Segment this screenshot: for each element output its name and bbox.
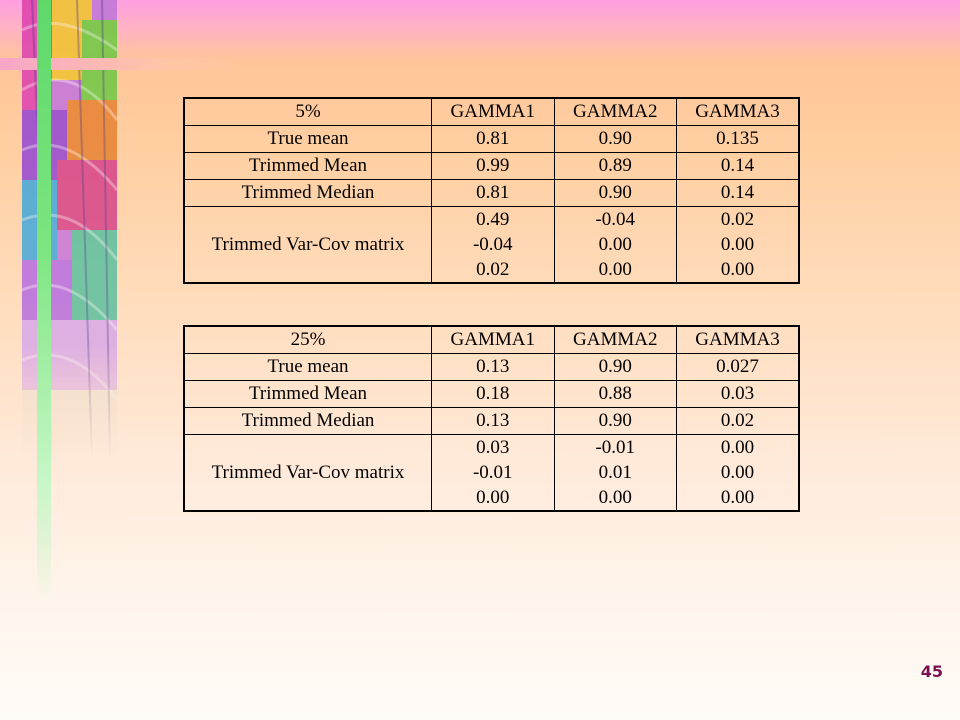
table-row: [184, 381, 799, 408]
matrix-value: -0.01: [472, 462, 513, 483]
matrix-row: [184, 207, 799, 284]
column-header: GAMMA3: [677, 326, 800, 354]
matrix-value: 0.01: [598, 462, 632, 483]
table-cell: 0.89: [554, 153, 677, 180]
table-cell: 0.90: [554, 354, 677, 381]
matrix-column: [432, 435, 555, 512]
matrix-value: 0.00: [720, 487, 755, 508]
matrix-column: [677, 435, 800, 512]
column-header: GAMMA1: [432, 326, 555, 354]
matrix-value: 0.00: [720, 259, 755, 280]
table-row: [184, 408, 799, 435]
column-header: GAMMA3: [677, 98, 800, 126]
column-header: GAMMA2: [554, 326, 677, 354]
table-cell: 0.14: [677, 180, 800, 207]
table-cell: 0.027: [677, 354, 800, 381]
column-header: GAMMA2: [554, 98, 677, 126]
table-cell: 0.14: [677, 153, 800, 180]
matrix-value: 0.00: [598, 487, 632, 508]
table-cell: 0.90: [554, 408, 677, 435]
row-label: Trimmed Var-Cov matrix: [184, 435, 432, 512]
table-cell: 0.90: [554, 180, 677, 207]
matrix-value: 0.02: [720, 209, 755, 230]
table-row: [184, 126, 799, 153]
matrix-value: 0.03: [476, 437, 510, 458]
matrix-value: 0.00: [720, 234, 755, 255]
matrix-column: [554, 207, 677, 284]
horizontal-accent-stripe: [0, 58, 240, 70]
row-label: Trimmed Var-Cov matrix: [184, 207, 432, 284]
matrix-value: -0.01: [595, 437, 636, 458]
matrix-column: [554, 435, 677, 512]
trim-level-cell: 25%: [184, 326, 432, 354]
table-cell: 0.03: [677, 381, 800, 408]
table-cell: 0.18: [432, 381, 555, 408]
row-label: True mean: [184, 354, 432, 381]
floral-collage-image: [22, 0, 117, 460]
matrix-value: 0.02: [476, 259, 510, 280]
table-row: [184, 354, 799, 381]
matrix-value: 0.00: [476, 487, 510, 508]
matrix-value: -0.04: [472, 234, 513, 255]
row-label: Trimmed Mean: [184, 153, 432, 180]
matrix-value: 0.00: [598, 234, 632, 255]
table-cell: 0.02: [677, 408, 800, 435]
matrix-value: -0.04: [595, 209, 636, 230]
row-label: Trimmed Median: [184, 408, 432, 435]
vertical-accent-stripe: [37, 0, 51, 605]
table-cell: 0.13: [432, 408, 555, 435]
matrix-column: [432, 207, 555, 284]
row-label: Trimmed Mean: [184, 381, 432, 408]
row-label: Trimmed Median: [184, 180, 432, 207]
matrix-value: 0.00: [720, 437, 755, 458]
results-table-25-percent: [183, 325, 800, 512]
table-cell: 0.90: [554, 126, 677, 153]
column-header: GAMMA1: [432, 98, 555, 126]
slide-number: 45: [920, 662, 943, 681]
table-row: [184, 153, 799, 180]
table-cell: 0.88: [554, 381, 677, 408]
table-cell: 0.99: [432, 153, 555, 180]
table-cell: 0.81: [432, 126, 555, 153]
table-row: [184, 180, 799, 207]
table-header-row: [184, 326, 799, 354]
table-cell: 0.13: [432, 354, 555, 381]
row-label: True mean: [184, 126, 432, 153]
trim-level-cell: 5%: [184, 98, 432, 126]
data-table: [183, 97, 800, 284]
table-cell: 0.135: [677, 126, 800, 153]
table-cell: 0.81: [432, 180, 555, 207]
matrix-value: 0.49: [476, 209, 510, 230]
matrix-row: [184, 435, 799, 512]
matrix-column: [677, 207, 800, 284]
results-table-5-percent: [183, 97, 800, 284]
matrix-value: 0.00: [598, 259, 632, 280]
data-table: [183, 325, 800, 512]
matrix-value: 0.00: [720, 462, 755, 483]
table-header-row: [184, 98, 799, 126]
